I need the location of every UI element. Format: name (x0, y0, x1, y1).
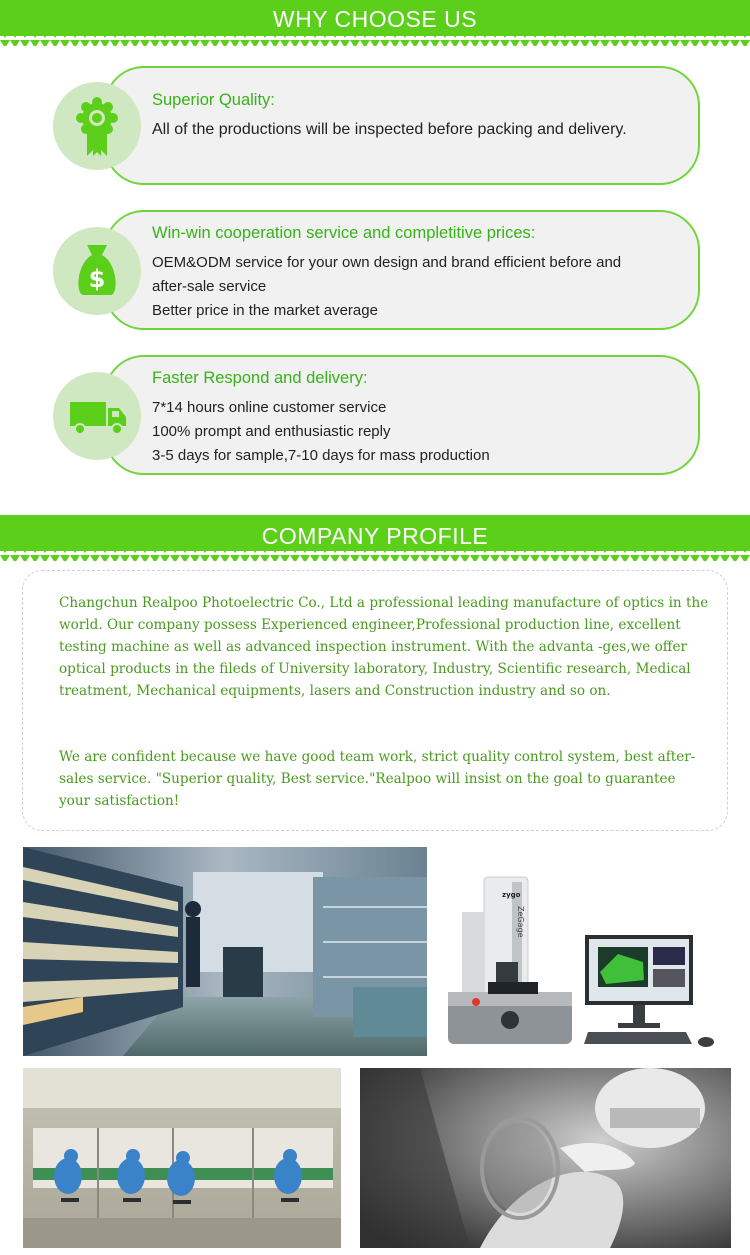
feature-card-quality (104, 66, 700, 185)
cleanroom-workers-photo (23, 1068, 341, 1248)
card-title: Superior Quality: (152, 91, 275, 109)
warehouse-photo (23, 847, 427, 1056)
instrument-model-label: ZeGage (516, 906, 525, 938)
card-line: 3-5 days for sample,7-10 days for mass production (152, 447, 490, 464)
delivery-truck-icon (53, 372, 141, 460)
icon-circle-cooperation (53, 227, 141, 315)
why-choose-us-banner (0, 0, 750, 48)
card-line: OEM&ODM service for your own design and brand efficient before and (152, 254, 622, 271)
feature-card-delivery (104, 355, 700, 475)
card-line: 7*14 hours online customer service (152, 399, 387, 416)
company-profile-banner (0, 515, 750, 563)
card-line: 100% prompt and enthusiastic reply (152, 423, 391, 440)
profile-paragraph-1: Changchun Realpoo Photoelectric Co., Ltd a professional leading manufacture of optics in the world. Our company possess Experienced engineer,Professional production line, excellent testing machine as well as advanced inspection instrument. With the advanta -ges,we offer optical products in the fileds of University laboratory, Industry, Scientific research, Medical treatment, Mechanical equipments, lasers and Construction industry and so on. (59, 595, 709, 699)
profile-paragraph-2: We are confident because we have good team work, strict quality control system, best after-sales service. "Superior quality, Best service."Realpoo will insist on the goal to guarantee your satisfaction! (59, 749, 696, 809)
card-line: after-sale service (152, 278, 267, 295)
feature-card-cooperation (104, 210, 700, 330)
svg-text:$: $ (88, 265, 106, 293)
instrument-brand-label: zygo (502, 891, 521, 899)
icon-circle-delivery (53, 372, 141, 460)
lens-inspection-photo (360, 1068, 731, 1248)
award-ribbon-icon (53, 82, 141, 170)
card-title: Faster Respond and delivery: (152, 369, 368, 387)
icon-circle-quality (53, 82, 141, 170)
money-bag-icon (53, 227, 141, 315)
measuring-instrument-photo (448, 872, 726, 1056)
section-title-why-choose-us: WHY CHOOSE US (272, 6, 478, 32)
card-line: Better price in the market average (152, 302, 378, 319)
section-title-company-profile: COMPANY PROFILE (261, 523, 489, 549)
card-title: Win-win cooperation service and completitive prices: (152, 224, 536, 242)
card-line: All of the productions will be inspected before packing and delivery. (152, 121, 627, 138)
